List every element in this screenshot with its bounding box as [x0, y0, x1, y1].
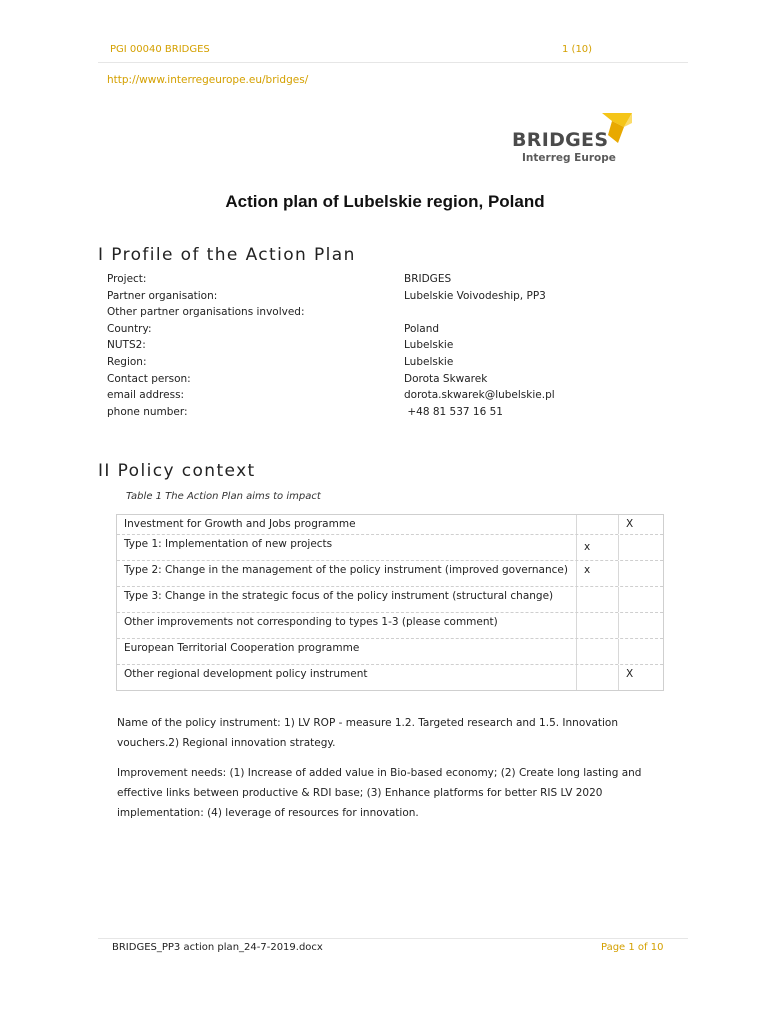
- table-cell-mark: X: [626, 518, 634, 530]
- table-row: [117, 587, 663, 613]
- table-row: [117, 613, 663, 639]
- section-heading-policy-context: II Policy context: [98, 461, 256, 481]
- table-row: [117, 639, 663, 665]
- profile-label: Contact person:: [107, 372, 191, 385]
- table-cell-mark: x: [584, 541, 591, 553]
- footer-divider: [98, 938, 688, 939]
- profile-label: Region:: [107, 355, 147, 368]
- logo-subtitle: Interreg Europe: [522, 152, 616, 164]
- table-cell-mark: x: [584, 564, 591, 576]
- profile-label: Project:: [107, 273, 147, 285]
- improvement-needs-paragraph: Improvement needs: (1) Increase of added value in Bio-based economy; (2) Create long lasting and effective links between productive & RDI base; (3) Enhance platforms for better RIS LV 2020 implementation: (4) leverage of resources for innovation.: [117, 767, 642, 819]
- profile-value: +48 81 537 16 51: [404, 405, 503, 418]
- table-row: [117, 515, 663, 535]
- profile-row: [107, 373, 667, 390]
- profile-value: Lubelskie Voivodeship, PP3: [404, 289, 546, 302]
- header-page-ref: 1 (10): [562, 44, 593, 55]
- footer-filename: BRIDGES_PP3 action plan_24-7-2019.docx: [112, 942, 323, 953]
- policy-instrument-paragraph: Name of the policy instrument: 1) LV ROP - measure 1.2. Targeted research and 1.5. Innovation vouchers.2) Regional innovation strategy.: [117, 717, 619, 749]
- table-row: [117, 665, 663, 690]
- header-doc-code: PGI 00040 BRIDGES: [110, 44, 210, 55]
- profile-row: [107, 290, 667, 307]
- page-title: Action plan of Lubelskie region, Poland: [225, 192, 545, 211]
- profile-label: Other partner organisations involved:: [107, 306, 305, 319]
- table-cell-description: Type 2: Change in the management of the policy instrument (improved governance): [124, 564, 568, 576]
- profile-label: phone number:: [107, 405, 188, 418]
- header-url-link[interactable]: http://www.interregeurope.eu/bridges/: [107, 74, 309, 86]
- profile-value: Lubelskie: [404, 355, 454, 368]
- table-cell-description: Other improvements not corresponding to types 1-3 (please comment): [124, 616, 498, 628]
- profile-value: Dorota Skwarek: [404, 372, 488, 385]
- profile-value: BRIDGES: [404, 273, 452, 285]
- table-cell-description: European Territorial Cooperation programme: [124, 642, 360, 654]
- table-cell-mark: X: [626, 668, 634, 680]
- table-row: [117, 561, 663, 587]
- profile-value: Lubelskie: [404, 339, 454, 352]
- table-cell-description: Other regional development policy instrument: [124, 668, 368, 680]
- table-row: [117, 535, 663, 561]
- profile-row: [107, 356, 667, 373]
- profile-value: Poland: [404, 322, 440, 335]
- table-caption: Table 1 The Action Plan aims to impact: [126, 491, 321, 502]
- profile-row: [107, 306, 667, 323]
- profile-label: email address:: [107, 389, 185, 402]
- profile-row: [107, 406, 667, 423]
- section-heading-profile: I Profile of the Action Plan: [98, 245, 356, 265]
- profile-label: Country:: [107, 322, 152, 335]
- policy-impact-table: [116, 514, 664, 691]
- profile-row: [107, 389, 667, 406]
- table-cell-description: Investment for Growth and Jobs programme: [124, 518, 356, 530]
- profile-list: [107, 273, 667, 422]
- profile-row: [107, 273, 667, 290]
- profile-row: [107, 323, 667, 340]
- profile-label: NUTS2:: [107, 339, 146, 352]
- profile-label: Partner organisation:: [107, 289, 218, 302]
- table-cell-description: Type 1: Implementation of new projects: [124, 538, 333, 550]
- footer-page-number: Page 1 of 10: [601, 942, 664, 953]
- table-cell-description: Type 3: Change in the strategic focus of the policy instrument (structural change): [124, 590, 554, 602]
- bridges-logo: [512, 113, 637, 168]
- header-divider: [98, 62, 688, 63]
- profile-row: [107, 339, 667, 356]
- profile-email-link[interactable]: dorota.skwarek@lubelskie.pl: [404, 389, 555, 402]
- logo-name: BRIDGES: [512, 129, 609, 151]
